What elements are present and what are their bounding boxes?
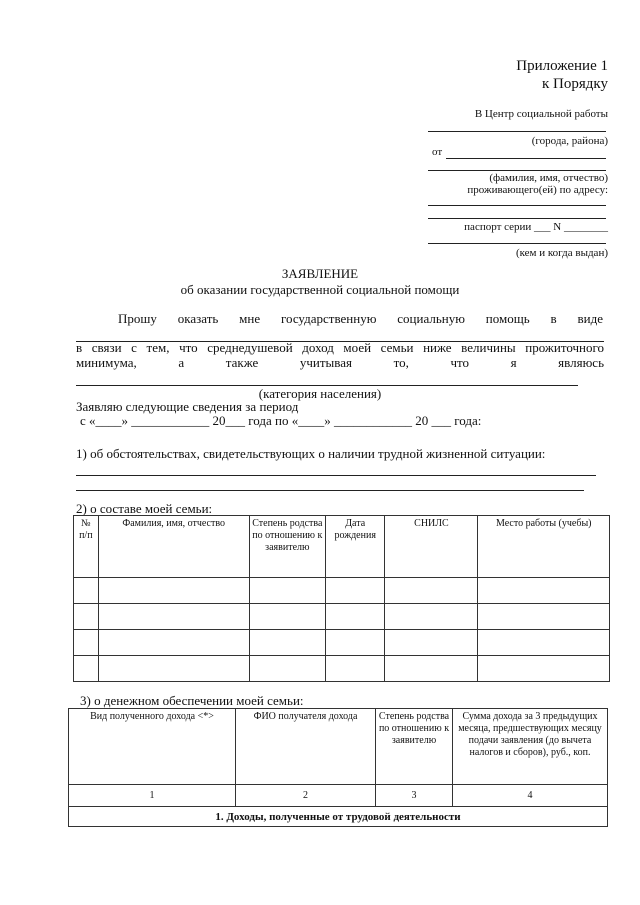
- address-line-2: [428, 218, 606, 219]
- residing-label: проживающего(ей) по адресу:: [467, 184, 608, 196]
- section-1-label: 1) об обстоятельствах, свидетельствующих о наличии трудной жизненной ситуации:: [76, 446, 546, 461]
- col-snils: СНИЛС: [385, 516, 478, 578]
- family-table-header: [74, 516, 610, 578]
- category-hint: (категория населения): [258, 386, 382, 401]
- to-center-label: В Центр социальной работы: [474, 108, 608, 120]
- appendix-label: Приложение 1: [516, 58, 608, 74]
- reason-line: в связи с тем, что среднедушевой доход моей семьи ниже величины прожиточного: [76, 340, 604, 355]
- income-table: [68, 708, 608, 827]
- issued-hint: (кем и когда выдан): [515, 247, 608, 259]
- ask-line: Прошу оказать мне государственную социальную помощь в виде: [118, 311, 603, 326]
- table-row: [74, 630, 610, 656]
- col-num-1: 1: [69, 785, 236, 807]
- minimum-line: минимума, а также учитывая то, что я являюсь: [76, 355, 604, 370]
- passport-label: паспорт серии ___ N ________: [464, 221, 608, 233]
- col-num-3: 3: [376, 785, 453, 807]
- table-row: [74, 578, 610, 604]
- document-subtitle: об оказании государственной социальной помощи: [180, 282, 460, 297]
- from-label: от: [432, 146, 443, 158]
- declare-line: Заявляю следующие сведения за период: [76, 399, 299, 414]
- table-row: [74, 656, 610, 682]
- section-1-line-1: [76, 475, 596, 476]
- col-number: № п/п: [74, 516, 99, 578]
- from-line-2: [428, 170, 606, 171]
- table-row: [74, 604, 610, 630]
- passport-line: [428, 243, 606, 244]
- col-birth-date: Дата рождения: [325, 516, 385, 578]
- col-income-type: Вид полученного дохода <*>: [69, 709, 236, 785]
- order-label: к Порядку: [542, 76, 608, 92]
- labor-income-heading: 1. Доходы, полученные от трудовой деятельности: [69, 807, 608, 827]
- col-relation: Степень родства по отношению к заявителю: [249, 516, 325, 578]
- address-line-1: [428, 205, 606, 206]
- col-income-relation: Степень родства по отношению к заявителю: [376, 709, 453, 785]
- period-line: с «____» ____________ 20___ года по «____» ____________ 20 ___ года:: [80, 413, 482, 428]
- income-section-row: [69, 807, 608, 827]
- income-table-header: [69, 709, 608, 785]
- col-workplace: Место работы (учебы): [478, 516, 610, 578]
- section-2-label: 2) о составе моей семьи:: [76, 501, 213, 516]
- col-fio: Фамилия, имя, отчество: [98, 516, 249, 578]
- from-line: [446, 158, 606, 159]
- income-number-row: [69, 785, 608, 807]
- col-num-2: 2: [236, 785, 376, 807]
- fio-hint: (фамилия, имя, отчество): [489, 172, 608, 184]
- center-line: [428, 131, 606, 132]
- section-3-label: 3) о денежном обеспечении моей семьи:: [80, 693, 304, 708]
- col-recipient: ФИО получателя дохода: [236, 709, 376, 785]
- city-hint: (города, района): [531, 135, 608, 147]
- section-1-line-2: [76, 490, 584, 491]
- family-table: [73, 515, 610, 682]
- col-num-4: 4: [453, 785, 608, 807]
- col-income-sum: Сумма дохода за 3 предыдущих месяца, предшествующих месяцу подачи заявления (до вычета налогов и сборов), руб., коп.: [453, 709, 608, 785]
- document-title: ЗАЯВЛЕНИЕ: [281, 266, 359, 281]
